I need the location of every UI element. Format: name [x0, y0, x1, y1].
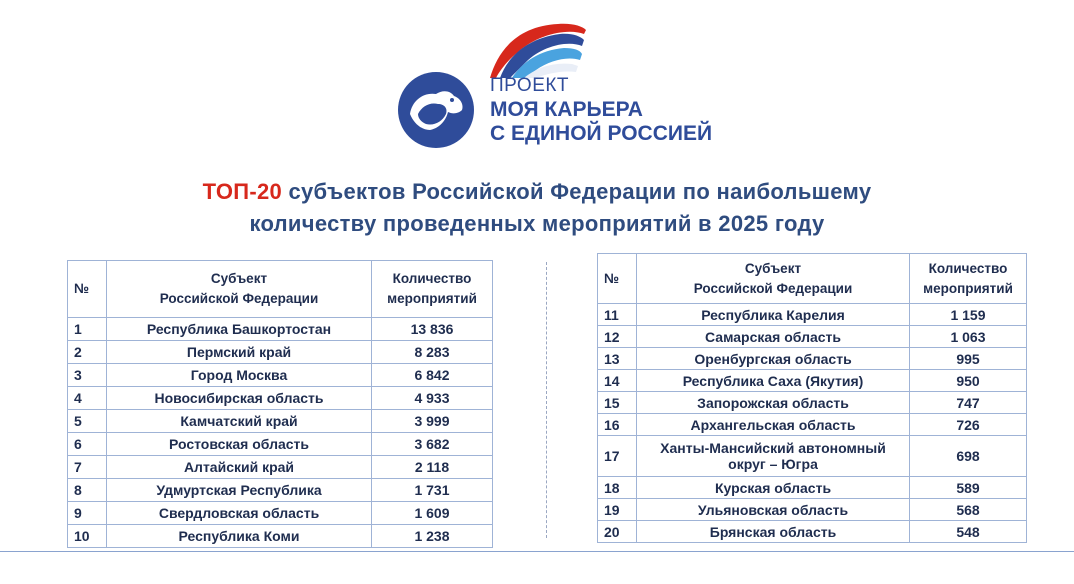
row-subject: Республика Карелия [637, 304, 910, 326]
table-row [68, 318, 493, 341]
table-row [598, 370, 1027, 392]
logo-line-career: МОЯ КАРЬЕРА [490, 98, 643, 121]
row-count: 589 [910, 477, 1027, 499]
header-count [910, 254, 1027, 304]
row-subject: Город Москва [107, 364, 372, 387]
table-row [68, 341, 493, 364]
header-count-line1: Количество [392, 271, 472, 286]
row-subject: Запорожская область [637, 392, 910, 414]
table-row [598, 348, 1027, 370]
row-subject: Пермский край [107, 341, 372, 364]
row-number: 10 [68, 525, 107, 548]
row-subject: Оренбургская область [637, 348, 910, 370]
row-count: 698 [910, 436, 1027, 477]
header-subject-line1: Субъект [210, 271, 268, 286]
row-subject: Республика Башкортостан [107, 318, 372, 341]
title-highlight: ТОП-20 [202, 179, 283, 204]
table-header-row [598, 254, 1027, 304]
ranking-table-right [597, 253, 1027, 543]
header-subject-line2: Российской Федерации [159, 291, 319, 306]
bear-emblem-icon [396, 70, 476, 150]
row-count: 2 118 [372, 456, 493, 479]
table-header-row [68, 261, 493, 318]
table-row [598, 326, 1027, 348]
table-row [598, 477, 1027, 499]
table-row [68, 387, 493, 410]
row-subject: Республика Саха (Якутия) [637, 370, 910, 392]
row-number: 18 [598, 477, 637, 499]
row-number: 8 [68, 479, 107, 502]
row-count: 568 [910, 499, 1027, 521]
row-count: 3 682 [372, 433, 493, 456]
row-number: 15 [598, 392, 637, 414]
bottom-rule [0, 551, 1074, 552]
row-count: 1 609 [372, 502, 493, 525]
row-subject: Алтайский край [107, 456, 372, 479]
row-count: 1 063 [910, 326, 1027, 348]
logo-line-party: С ЕДИНОЙ РОССИЕЙ [490, 122, 713, 145]
row-count: 3 999 [372, 410, 493, 433]
row-number: 16 [598, 414, 637, 436]
title-line-1 [0, 176, 1074, 208]
row-count: 995 [910, 348, 1027, 370]
row-subject: Ханты-Мансийский автономный округ – Югра [637, 436, 910, 477]
header-subject [637, 254, 910, 304]
table-row [68, 456, 493, 479]
row-count: 548 [910, 521, 1027, 543]
table-row [68, 410, 493, 433]
row-subject: Новосибирская область [107, 387, 372, 410]
ranking-table-left [67, 260, 493, 548]
header-subject-line1: Субъект [744, 260, 802, 276]
row-count: 1 731 [372, 479, 493, 502]
row-count: 1 238 [372, 525, 493, 548]
header-no: № [598, 254, 637, 304]
table-row [598, 392, 1027, 414]
row-number: 20 [598, 521, 637, 543]
table-row [598, 499, 1027, 521]
title-line-1-rest: субъектов Российской Федерации по наибольшему [282, 179, 872, 204]
header-no: № [68, 261, 107, 318]
row-subject: Камчатский край [107, 410, 372, 433]
table-row [598, 304, 1027, 326]
column-divider [546, 262, 547, 538]
row-count: 747 [910, 392, 1027, 414]
row-subject: Республика Коми [107, 525, 372, 548]
table-row [68, 364, 493, 387]
row-number: 3 [68, 364, 107, 387]
row-number: 1 [68, 318, 107, 341]
header-subject-line2: Российской Федерации [693, 280, 853, 296]
row-number: 4 [68, 387, 107, 410]
row-number: 19 [598, 499, 637, 521]
header-count [372, 261, 493, 318]
row-subject: Ростовская область [107, 433, 372, 456]
row-count: 6 842 [372, 364, 493, 387]
row-subject: Архангельская область [637, 414, 910, 436]
project-logo-text [490, 76, 712, 147]
table-row [68, 433, 493, 456]
table-row [598, 521, 1027, 543]
row-number: 11 [598, 304, 637, 326]
row-number: 12 [598, 326, 637, 348]
row-count: 1 159 [910, 304, 1027, 326]
table-row [598, 414, 1027, 436]
table-row [68, 479, 493, 502]
row-subject: Курская область [637, 477, 910, 499]
flag-ribbon-icon [488, 20, 588, 80]
row-count: 8 283 [372, 341, 493, 364]
row-count: 726 [910, 414, 1027, 436]
row-number: 6 [68, 433, 107, 456]
row-subject: Свердловская область [107, 502, 372, 525]
row-subject: Самарская область [637, 326, 910, 348]
row-number: 2 [68, 341, 107, 364]
row-number: 14 [598, 370, 637, 392]
header-count-line1: Количество [928, 260, 1008, 276]
table-row [68, 502, 493, 525]
page-title [0, 176, 1074, 240]
row-number: 17 [598, 436, 637, 477]
header-count-line2: мероприятий [923, 280, 1013, 296]
row-count: 4 933 [372, 387, 493, 410]
title-line-2: количеству проведенных мероприятий в 2025 году [249, 211, 825, 236]
row-count: 950 [910, 370, 1027, 392]
table-row [598, 436, 1027, 477]
logo-line-project: ПРОЕКТ [490, 75, 570, 96]
row-subject: Удмуртская Республика [107, 479, 372, 502]
header-subject [107, 261, 372, 318]
row-number: 5 [68, 410, 107, 433]
table-row [68, 525, 493, 548]
row-number: 13 [598, 348, 637, 370]
row-count: 13 836 [372, 318, 493, 341]
row-subject: Ульяновская область [637, 499, 910, 521]
row-number: 9 [68, 502, 107, 525]
header-count-line2: мероприятий [387, 291, 477, 306]
row-subject: Брянская область [637, 521, 910, 543]
row-number: 7 [68, 456, 107, 479]
